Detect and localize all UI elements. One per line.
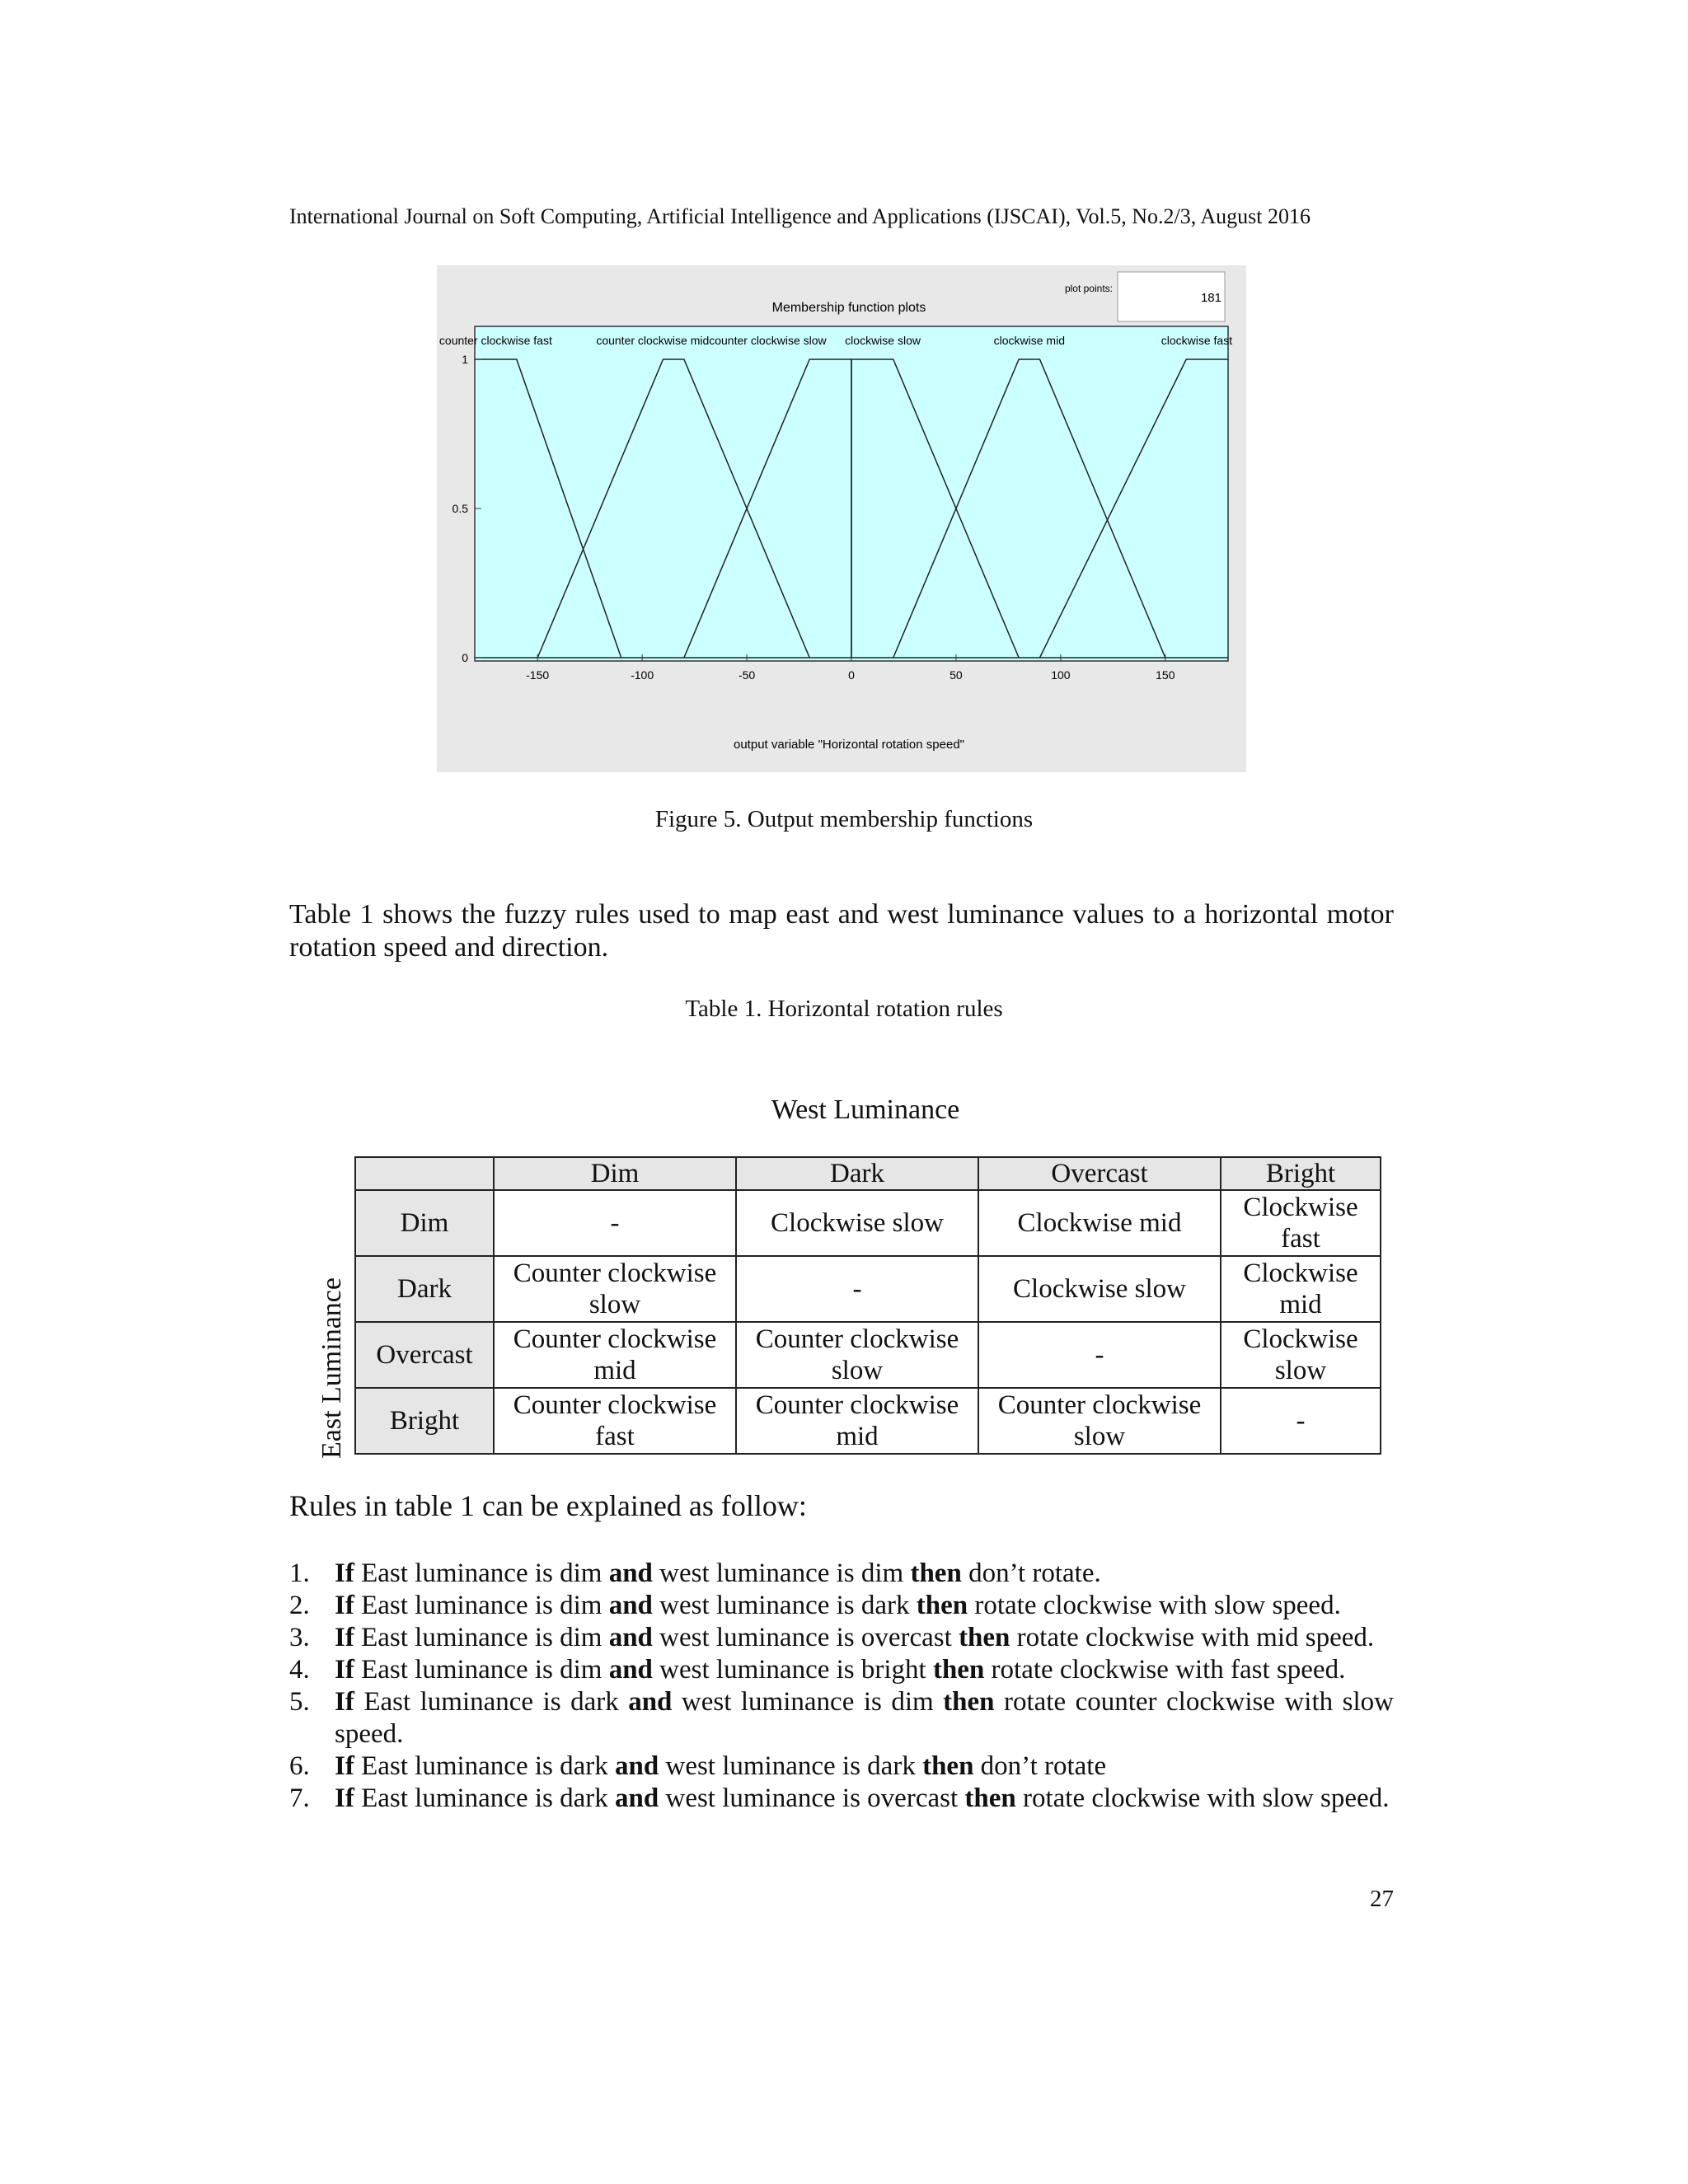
- rule-keyword-then: then: [932, 1655, 985, 1685]
- table-cell: Counter clockwise mid: [736, 1388, 978, 1454]
- rule-keyword-then: then: [922, 1751, 974, 1781]
- table-cell: Counter clockwise slow: [494, 1256, 736, 1322]
- table-cell: Clockwise slow: [978, 1256, 1221, 1322]
- table-cell: Clockwise mid: [978, 1190, 1221, 1256]
- table-cell: -: [978, 1322, 1221, 1388]
- rule-keyword-and: and: [615, 1783, 659, 1813]
- table-row: [355, 1256, 1381, 1322]
- rule-text: rotate clockwise with mid speed.: [1010, 1623, 1375, 1652]
- rule-item: [289, 1590, 1394, 1622]
- series-label: counter clockwise mid: [596, 334, 710, 347]
- rule-keyword-and: and: [608, 1591, 653, 1620]
- figure-caption: Figure 5. Output membership functions: [654, 806, 1034, 832]
- rule-text: west luminance is overcast: [652, 1623, 959, 1652]
- plot-points-label: plot points:: [1064, 283, 1113, 294]
- series-label: counter clockwise slow: [709, 334, 827, 347]
- table-cell: Counter clockwise slow: [978, 1388, 1221, 1454]
- x-tick-label: 150: [1156, 668, 1175, 682]
- table-cell: Clockwise fast: [1221, 1190, 1381, 1256]
- rule-text: west luminance is dark: [652, 1591, 917, 1620]
- row-header: Bright: [355, 1388, 494, 1454]
- rule-keyword-if: If: [335, 1751, 354, 1781]
- rules-intro: Rules in table 1 can be explained as follow:: [289, 1489, 807, 1522]
- rule-item: [289, 1558, 1394, 1590]
- x-tick-label: -50: [738, 668, 756, 682]
- rule-text: rotate clockwise with slow speed.: [968, 1591, 1341, 1620]
- rule-text: don’t rotate.: [961, 1558, 1101, 1588]
- table-header-row: [355, 1157, 1381, 1190]
- page-number: 27: [1370, 1886, 1394, 1912]
- membership-function-figure: [437, 265, 1246, 772]
- rule-keyword-then: then: [959, 1623, 1010, 1652]
- series-label: counter clockwise fast: [438, 334, 552, 347]
- rule-item: [289, 1750, 1394, 1783]
- table-caption: Table 1. Horizontal rotation rules: [685, 996, 1003, 1022]
- west-luminance-label: West Luminance: [771, 1094, 960, 1125]
- x-tick-label: -150: [526, 668, 550, 682]
- series-label: clockwise mid: [993, 334, 1065, 347]
- rule-number: 7.: [289, 1783, 310, 1813]
- table-cell: -: [494, 1190, 736, 1256]
- rule-text: East luminance is dim: [354, 1591, 609, 1620]
- rule-keyword-and: and: [608, 1655, 653, 1685]
- plot-title: Membership function plots: [771, 301, 926, 315]
- rule-keyword-then: then: [943, 1687, 995, 1717]
- rule-number: 4.: [289, 1655, 310, 1685]
- table-cell: Counter clockwise slow: [736, 1322, 978, 1388]
- table-cell: Counter clockwise mid: [494, 1322, 736, 1388]
- rule-keyword-if: If: [335, 1687, 354, 1717]
- rule-number: 6.: [289, 1751, 310, 1781]
- table-row: [355, 1322, 1381, 1388]
- rule-keyword-then: then: [910, 1558, 962, 1588]
- column-header: Dim: [494, 1157, 736, 1190]
- rule-item: [289, 1622, 1394, 1654]
- rule-text: East luminance is dim: [354, 1623, 609, 1652]
- rule-number: 2.: [289, 1591, 310, 1620]
- y-tick-label: 0.5: [452, 502, 468, 515]
- rule-text: East luminance is dim: [354, 1655, 609, 1685]
- rule-text: rotate counter clockwise with slow speed.: [335, 1687, 1394, 1749]
- table-corner-cell: [355, 1157, 494, 1190]
- table-cell: Clockwise slow: [1221, 1322, 1381, 1388]
- y-tick-label: 1: [462, 353, 468, 366]
- rule-keyword-then: then: [964, 1783, 1016, 1813]
- rule-keyword-and: and: [608, 1623, 653, 1652]
- column-header: Overcast: [978, 1157, 1221, 1190]
- plot-points-value: 181: [1200, 291, 1221, 305]
- rule-text: west luminance is overcast: [659, 1783, 965, 1813]
- table-cell: -: [1221, 1388, 1381, 1454]
- rule-text: don’t rotate: [973, 1751, 1107, 1781]
- running-header: International Journal on Soft Computing, Artificial Intelligence and Applications (IJSCAI), Vol.5, No.2/3, August 2016: [289, 204, 1311, 228]
- rule-keyword-if: If: [335, 1655, 354, 1685]
- column-header: Dark: [736, 1157, 978, 1190]
- rules-table: [354, 1156, 1381, 1455]
- table-row: [355, 1388, 1381, 1454]
- rule-text: rotate clockwise with fast speed.: [984, 1655, 1346, 1685]
- rules-list: [289, 1558, 1394, 1815]
- table-cell: -: [736, 1256, 978, 1322]
- rule-text: East luminance is dark: [354, 1751, 616, 1781]
- rule-text: west luminance is dim: [672, 1687, 944, 1717]
- column-header: Bright: [1221, 1157, 1381, 1190]
- x-axis-label: output variable "Horizontal rotation speed": [734, 738, 964, 752]
- rule-item: [289, 1686, 1394, 1750]
- rule-keyword-if: If: [335, 1591, 354, 1620]
- rule-keyword-if: If: [335, 1558, 354, 1588]
- row-header: Dark: [355, 1256, 494, 1322]
- series-label: clockwise slow: [845, 334, 921, 347]
- rule-text: East luminance is dark: [354, 1687, 629, 1717]
- rule-keyword-and: and: [628, 1687, 673, 1717]
- row-header: Overcast: [355, 1322, 494, 1388]
- rule-text: west luminance is dim: [652, 1558, 911, 1588]
- rule-keyword-then: then: [916, 1591, 968, 1620]
- rule-keyword-if: If: [335, 1783, 354, 1813]
- rule-text: East luminance is dim: [354, 1558, 609, 1588]
- table-cell: Clockwise mid: [1221, 1256, 1381, 1322]
- rule-keyword-and: and: [608, 1558, 653, 1588]
- table-cell: Clockwise slow: [736, 1190, 978, 1256]
- rule-number: 3.: [289, 1623, 310, 1652]
- rule-item: [289, 1783, 1394, 1815]
- rule-text: East luminance is dark: [354, 1783, 616, 1813]
- rule-keyword-and: and: [615, 1751, 659, 1781]
- series-label: clockwise fast: [1160, 334, 1233, 347]
- rule-text: west luminance is bright: [652, 1655, 933, 1685]
- rule-number: 5.: [289, 1687, 310, 1717]
- rule-text: west luminance is dark: [659, 1751, 923, 1781]
- row-header: Dim: [355, 1190, 494, 1256]
- table-row: [355, 1190, 1381, 1256]
- x-tick-label: 100: [1051, 668, 1071, 682]
- east-luminance-label: East Luminance: [316, 1277, 347, 1459]
- rule-keyword-if: If: [335, 1623, 354, 1652]
- table-cell: Counter clockwise fast: [494, 1388, 736, 1454]
- intro-paragraph: Table 1 shows the fuzzy rules used to map east and west luminance values to a horizontal motor rotation speed and direction.: [289, 899, 1394, 963]
- x-tick-label: 50: [950, 668, 963, 682]
- x-tick-label: 0: [848, 668, 855, 682]
- rule-number: 1.: [289, 1558, 310, 1588]
- y-tick-label: 0: [462, 651, 468, 664]
- x-tick-label: -100: [631, 668, 654, 682]
- rule-text: rotate clockwise with slow speed.: [1015, 1783, 1390, 1813]
- rule-item: [289, 1654, 1394, 1686]
